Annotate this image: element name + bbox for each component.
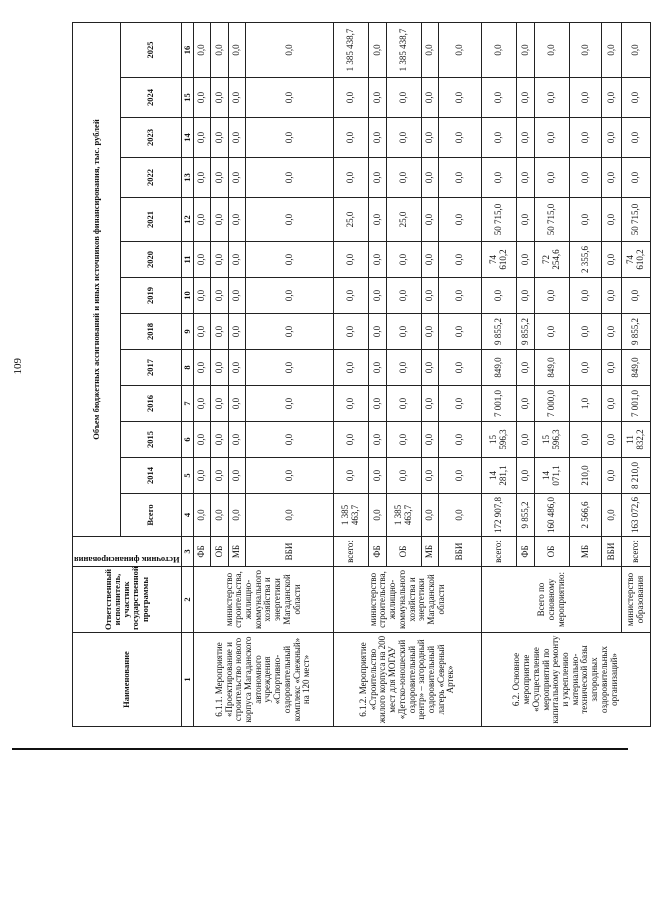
value-year: 0,0 — [602, 158, 622, 198]
value-year: 11 832,2 — [622, 422, 650, 458]
value-total: 172 907,8 — [482, 494, 517, 537]
column-index: 1 — [181, 633, 193, 727]
value-year: 0,0 — [228, 458, 246, 494]
value-year: 0,0 — [517, 22, 535, 77]
header-executor: Ответственный исполнитель, участник государственной программы — [73, 567, 182, 633]
value-year: 0,0 — [421, 350, 439, 386]
value-year: 15 596,3 — [534, 422, 569, 458]
value-year: 0,0 — [334, 314, 369, 350]
value-year: 849,0 — [482, 350, 517, 386]
value-year: 0,0 — [534, 78, 569, 118]
value-year: 25,0 — [334, 198, 369, 242]
value-year: 0,0 — [246, 118, 334, 158]
value-year: 0,0 — [439, 78, 482, 118]
value-year: 0,0 — [246, 458, 334, 494]
header-year: 2019 — [121, 278, 181, 314]
value-year: 0,0 — [193, 350, 211, 386]
column-index: 3 — [181, 537, 193, 567]
value-year: 0,0 — [193, 78, 211, 118]
value-year: 0,0 — [569, 278, 602, 314]
value-year: 0,0 — [193, 118, 211, 158]
value-year: 1 385 438,7 — [386, 22, 421, 77]
value-year: 0,0 — [386, 314, 421, 350]
value-total: 1 385 463,7 — [334, 494, 369, 537]
rotated-table-container — [72, 27, 645, 727]
value-year: 0,0 — [228, 386, 246, 422]
value-year: 0,0 — [602, 78, 622, 118]
value-year: 849,0 — [622, 350, 650, 386]
value-year: 0,0 — [386, 386, 421, 422]
value-year: 0,0 — [534, 22, 569, 77]
value-year: 0,0 — [246, 198, 334, 242]
value-year: 0,0 — [517, 278, 535, 314]
value-year: 0,0 — [386, 422, 421, 458]
value-year: 0,0 — [386, 118, 421, 158]
column-index: 6 — [181, 422, 193, 458]
value-year: 0,0 — [569, 198, 602, 242]
value-year: 0,0 — [421, 458, 439, 494]
measure-name: 6.2. Основное мероприятие «Осуществление мероприятий по капитальному ремонту и укреплению материально-технической базы загородных оздоровительных организаций» — [482, 633, 651, 727]
column-index: 4 — [181, 494, 193, 537]
value-year: 0,0 — [334, 458, 369, 494]
value-year: 0,0 — [386, 278, 421, 314]
value-year: 0,0 — [193, 458, 211, 494]
value-year: 0,0 — [228, 242, 246, 278]
value-year: 0,0 — [334, 350, 369, 386]
value-year: 0,0 — [211, 118, 229, 158]
value-year: 0,0 — [421, 278, 439, 314]
value-year: 9 855,2 — [482, 314, 517, 350]
column-index: 9 — [181, 314, 193, 350]
value-year: 7 001,0 — [482, 386, 517, 422]
value-total: 2 566,6 — [569, 494, 602, 537]
value-year: 0,0 — [439, 118, 482, 158]
value-year: 0,0 — [517, 422, 535, 458]
header-year: 2023 — [121, 118, 181, 158]
funding-source: ВБИ — [439, 537, 482, 567]
value-year: 0,0 — [569, 22, 602, 77]
value-year: 0,0 — [246, 158, 334, 198]
column-index-row — [181, 22, 193, 726]
value-year: 0,0 — [369, 198, 387, 242]
header-source-text: Источник финансирования — [74, 555, 180, 565]
value-year: 72 254,6 — [534, 242, 569, 278]
funding-source: ФБ — [369, 537, 387, 567]
value-year: 0,0 — [369, 314, 387, 350]
value-year: 0,0 — [369, 350, 387, 386]
value-year: 0,0 — [246, 314, 334, 350]
value-year: 0,0 — [482, 278, 517, 314]
value-total: 9 855,2 — [517, 494, 535, 537]
value-year: 0,0 — [334, 278, 369, 314]
funding-source: МБ — [421, 537, 439, 567]
responsible-executor: министерство строительства, жилищно-коммунального хозяйства и энергетики Магаданской области — [193, 567, 333, 633]
value-year: 0,0 — [439, 422, 482, 458]
responsible-executor: министерство строительства, жилищно-коммунального хозяйства и энергетики Магаданской области — [334, 567, 482, 633]
value-year: 0,0 — [569, 118, 602, 158]
value-year: 0,0 — [534, 118, 569, 158]
value-year: 0,0 — [228, 78, 246, 118]
value-year: 2 355,6 — [569, 242, 602, 278]
value-year: 0,0 — [334, 422, 369, 458]
value-total: 0,0 — [369, 494, 387, 537]
value-year: 0,0 — [517, 386, 535, 422]
value-year: 0,0 — [228, 198, 246, 242]
value-year: 0,0 — [517, 158, 535, 198]
value-year: 0,0 — [421, 78, 439, 118]
value-year: 0,0 — [369, 278, 387, 314]
value-year: 0,0 — [421, 158, 439, 198]
value-year: 9 855,2 — [517, 314, 535, 350]
table-row — [334, 22, 369, 726]
value-year: 0,0 — [439, 278, 482, 314]
value-year: 0,0 — [228, 422, 246, 458]
header-year: 2022 — [121, 158, 181, 198]
value-year: 0,0 — [482, 118, 517, 158]
value-year: 0,0 — [386, 350, 421, 386]
value-year: 0,0 — [421, 242, 439, 278]
value-year: 0,0 — [211, 22, 229, 77]
value-year: 0,0 — [421, 22, 439, 77]
value-year: 0,0 — [439, 198, 482, 242]
column-index: 12 — [181, 198, 193, 242]
value-year: 50 715,0 — [622, 198, 650, 242]
value-total: 0,0 — [228, 494, 246, 537]
value-year: 0,0 — [517, 78, 535, 118]
value-year: 74 610,2 — [482, 242, 517, 278]
funding-source: ОБ — [534, 537, 569, 567]
column-index: 11 — [181, 242, 193, 278]
value-year: 0,0 — [246, 242, 334, 278]
header-year: 2015 — [121, 422, 181, 458]
value-year: 0,0 — [228, 118, 246, 158]
value-year: 1,0 — [569, 386, 602, 422]
column-index: 16 — [181, 22, 193, 77]
value-year: 0,0 — [569, 78, 602, 118]
value-total: 0,0 — [439, 494, 482, 537]
value-year: 0,0 — [369, 22, 387, 77]
page-number: 109 — [12, 358, 24, 375]
responsible-executor: министерство образования — [622, 567, 650, 633]
value-year: 50 715,0 — [482, 198, 517, 242]
value-year: 0,0 — [193, 386, 211, 422]
value-year: 0,0 — [602, 198, 622, 242]
value-year: 0,0 — [602, 22, 622, 77]
value-year: 0,0 — [439, 458, 482, 494]
value-total: 0,0 — [211, 494, 229, 537]
value-year: 0,0 — [517, 198, 535, 242]
value-year: 0,0 — [439, 22, 482, 77]
value-year: 0,0 — [369, 158, 387, 198]
value-year: 0,0 — [602, 118, 622, 158]
value-year: 0,0 — [534, 158, 569, 198]
value-year: 0,0 — [211, 350, 229, 386]
column-index: 2 — [181, 567, 193, 633]
value-year: 0,0 — [569, 314, 602, 350]
value-year: 0,0 — [439, 242, 482, 278]
value-year: 0,0 — [211, 198, 229, 242]
column-index: 13 — [181, 158, 193, 198]
value-total: 160 486,0 — [534, 494, 569, 537]
value-year: 0,0 — [602, 422, 622, 458]
value-year: 0,0 — [482, 22, 517, 77]
value-year: 0,0 — [421, 314, 439, 350]
horizontal-rule — [12, 748, 628, 750]
value-year: 0,0 — [534, 314, 569, 350]
value-year: 74 610,2 — [622, 242, 650, 278]
value-year: 0,0 — [211, 158, 229, 198]
funding-source: ФБ — [517, 537, 535, 567]
funding-source: ВБИ — [602, 537, 622, 567]
value-year: 7 000,0 — [534, 386, 569, 422]
value-year: 0,0 — [569, 422, 602, 458]
financing-table — [72, 22, 651, 727]
value-year: 0,0 — [421, 198, 439, 242]
funding-source: ОБ — [386, 537, 421, 567]
value-year: 0,0 — [421, 422, 439, 458]
value-year: 7 001,0 — [622, 386, 650, 422]
header-source — [73, 537, 182, 567]
header-year: 2024 — [121, 78, 181, 118]
value-year: 0,0 — [246, 386, 334, 422]
value-year: 0,0 — [369, 242, 387, 278]
value-year: 0,0 — [569, 158, 602, 198]
value-year: 0,0 — [193, 242, 211, 278]
funding-source: всего: — [334, 537, 369, 567]
value-year: 0,0 — [439, 314, 482, 350]
header-name: Наименование — [73, 633, 182, 727]
value-total: 0,0 — [421, 494, 439, 537]
value-year: 0,0 — [334, 242, 369, 278]
value-year: 0,0 — [386, 158, 421, 198]
value-year: 0,0 — [602, 278, 622, 314]
value-year: 0,0 — [193, 314, 211, 350]
table-body — [193, 22, 650, 726]
value-year: 0,0 — [193, 278, 211, 314]
value-year: 0,0 — [211, 386, 229, 422]
value-total: 0,0 — [602, 494, 622, 537]
value-year: 0,0 — [569, 350, 602, 386]
value-year: 0,0 — [622, 78, 650, 118]
value-year: 0,0 — [369, 78, 387, 118]
header-year: 2014 — [121, 458, 181, 494]
value-year: 0,0 — [602, 242, 622, 278]
value-year: 0,0 — [193, 422, 211, 458]
column-index: 14 — [181, 118, 193, 158]
header-year: 2017 — [121, 350, 181, 386]
header-year: 2021 — [121, 198, 181, 242]
value-year: 0,0 — [421, 118, 439, 158]
value-year: 0,0 — [246, 22, 334, 77]
value-year: 0,0 — [334, 158, 369, 198]
table-row — [622, 22, 650, 726]
value-year: 15 596,3 — [482, 422, 517, 458]
measure-name: 6.1.2. Мероприятие «Строительство жилого корпуса на 200 мест для МОГАУ «Детско-юношеский оздоровительный центр» – загородный оздоровительный лагерь «Северный Артек» — [334, 633, 482, 727]
value-year: 0,0 — [334, 386, 369, 422]
value-year: 0,0 — [517, 242, 535, 278]
value-year: 0,0 — [334, 78, 369, 118]
measure-name: 6.1.1. Мероприятие «Проектирование и строительство нового корпуса Магаданского автономного учреждения «Спортивно-оздоровительный комплекс «Снежный» на 120 мест» — [193, 633, 333, 727]
value-year: 0,0 — [246, 78, 334, 118]
value-year: 0,0 — [211, 422, 229, 458]
column-index: 7 — [181, 386, 193, 422]
value-year: 0,0 — [482, 78, 517, 118]
table-row — [482, 22, 517, 726]
responsible-executor: Всего по основному мероприятию: — [482, 567, 622, 633]
header-year: 2018 — [121, 314, 181, 350]
funding-source: ФБ — [193, 537, 211, 567]
value-year: 0,0 — [622, 22, 650, 77]
value-total: 0,0 — [246, 494, 334, 537]
value-year: 0,0 — [386, 242, 421, 278]
value-year: 0,0 — [386, 458, 421, 494]
value-year: 0,0 — [211, 314, 229, 350]
value-total: 0,0 — [193, 494, 211, 537]
value-year: 25,0 — [386, 198, 421, 242]
value-year: 0,0 — [439, 158, 482, 198]
value-year: 0,0 — [211, 78, 229, 118]
value-year: 0,0 — [193, 22, 211, 77]
value-year: 50 715,0 — [534, 198, 569, 242]
value-year: 1 385 438,7 — [334, 22, 369, 77]
header-year: 2025 — [121, 22, 181, 77]
value-year: 14 281,1 — [482, 458, 517, 494]
funding-source: всего: — [482, 537, 517, 567]
value-year: 210,0 — [569, 458, 602, 494]
value-year: 0,0 — [228, 158, 246, 198]
value-year: 0,0 — [439, 386, 482, 422]
value-year: 14 071,1 — [534, 458, 569, 494]
value-year: 0,0 — [211, 278, 229, 314]
value-year: 0,0 — [517, 350, 535, 386]
value-year: 0,0 — [228, 350, 246, 386]
value-year: 849,0 — [534, 350, 569, 386]
value-year: 0,0 — [534, 278, 569, 314]
value-year: 0,0 — [211, 242, 229, 278]
value-year: 0,0 — [602, 386, 622, 422]
value-year: 0,0 — [439, 350, 482, 386]
value-year: 0,0 — [622, 158, 650, 198]
value-year: 0,0 — [228, 278, 246, 314]
value-year: 0,0 — [246, 350, 334, 386]
value-year: 0,0 — [369, 422, 387, 458]
funding-source: ВБИ — [246, 537, 334, 567]
funding-source: ОБ — [211, 537, 229, 567]
value-year: 0,0 — [421, 386, 439, 422]
value-year: 0,0 — [369, 386, 387, 422]
value-total: 163 072,6 — [622, 494, 650, 537]
value-year: 0,0 — [386, 78, 421, 118]
value-year: 0,0 — [622, 118, 650, 158]
value-year: 0,0 — [602, 314, 622, 350]
value-year: 0,0 — [369, 458, 387, 494]
value-year: 0,0 — [228, 314, 246, 350]
value-year: 0,0 — [602, 350, 622, 386]
column-index: 10 — [181, 278, 193, 314]
funding-source: МБ — [569, 537, 602, 567]
value-year: 0,0 — [517, 118, 535, 158]
funding-source: МБ — [228, 537, 246, 567]
value-year: 0,0 — [369, 118, 387, 158]
header-volume-title: Объем бюджетных ассигнований и иных источников финансирования, тыс. рублей — [73, 22, 121, 536]
value-year: 0,0 — [228, 22, 246, 77]
header-year: 2020 — [121, 242, 181, 278]
value-year: 0,0 — [211, 458, 229, 494]
funding-source: всего: — [622, 537, 650, 567]
value-year: 0,0 — [334, 118, 369, 158]
column-index: 8 — [181, 350, 193, 386]
value-year: 0,0 — [482, 158, 517, 198]
column-index: 15 — [181, 78, 193, 118]
value-year: 0,0 — [246, 422, 334, 458]
column-index: 5 — [181, 458, 193, 494]
value-year: 0,0 — [193, 158, 211, 198]
table-row — [193, 22, 211, 726]
value-year: 9 855,2 — [622, 314, 650, 350]
value-year: 0,0 — [602, 458, 622, 494]
value-year: 0,0 — [517, 458, 535, 494]
value-year: 8 210,0 — [622, 458, 650, 494]
value-year: 0,0 — [622, 278, 650, 314]
value-year: 0,0 — [246, 278, 334, 314]
header-year: 2016 — [121, 386, 181, 422]
value-year: 0,0 — [193, 198, 211, 242]
value-total: 1 385 463,7 — [386, 494, 421, 537]
header-total: Всего — [121, 494, 181, 537]
